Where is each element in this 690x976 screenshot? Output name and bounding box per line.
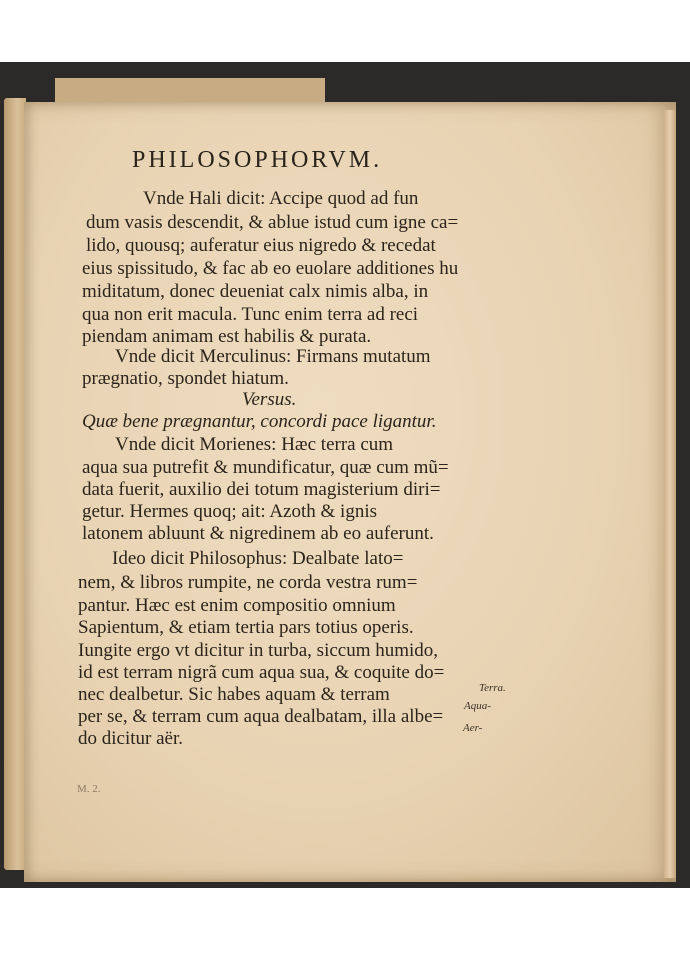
text-line: piendam animam est habilis & purata.	[82, 326, 372, 347]
previous-page-edge	[4, 98, 26, 870]
text-line: Sapientum, & etiam tertia pars totius operis.	[78, 617, 414, 638]
text-line: latonem abluunt & nigredinem ab eo auferunt.	[82, 523, 434, 544]
page-edge	[664, 110, 676, 878]
text-line: Vnde dicit Merculinus: Firmans mutatum	[115, 346, 431, 367]
text-line: aqua sua putrefit & mundificatur, quӕ cum mũ=	[82, 457, 449, 478]
margin-note-terra: Terra.	[479, 682, 506, 694]
page-signature: M. 2.	[77, 783, 101, 795]
text-line: data fuerit, auxilio dei totum magisterium diri=	[82, 479, 441, 500]
verse-line: Quӕ bene prӕgnantur, concordi pace ligantur.	[82, 411, 437, 432]
text-line: id est terram nigrã cum aqua sua, & coquite do=	[78, 662, 445, 683]
text-line: miditatum, donec deueniat calx nimis alba, in	[82, 281, 429, 302]
text-line: Iungite ergo vt dicitur in turba, siccum humido,	[78, 640, 439, 661]
text-line: lido, quousq; auferatur eius nigredo & recedat	[86, 235, 436, 256]
text-line: Vnde dicit Morienes: Hӕc terra cum	[115, 434, 394, 455]
text-line: nec dealbetur. Sic habes aquam & terram	[78, 684, 390, 705]
text-line: Vnde Hali dicit: Accipe quod ad fun	[143, 188, 419, 209]
text-line: eius spissitudo, & fac ab eo euolare additiones hu	[82, 258, 459, 279]
text-line: pantur. Hӕc est enim compositio omnium	[78, 595, 396, 616]
text-line: Ideo dicit Philosophus: Dealbate lato=	[112, 548, 404, 569]
text-line: prӕgnatio, spondet hiatum.	[82, 368, 289, 389]
page-tab	[55, 78, 325, 104]
text-line: getur. Hermes quoq; ait: Azoth & ignis	[82, 501, 377, 522]
text-line: dum vasis descendit, & ablue istud cum igne ca=	[86, 212, 459, 233]
text-line: qua non erit macula. Tunc enim terra ad reci	[82, 304, 419, 325]
margin-note-aer: Aer-	[463, 722, 483, 734]
verse-heading: Versus.	[242, 389, 297, 410]
text-line: per se, & terram cum aqua dealbatam, illa albe=	[78, 706, 444, 727]
text-line: nem, & libros rumpite, ne corda vestra rum=	[78, 572, 418, 593]
margin-note-aqua: Aqua-	[464, 700, 491, 712]
text-line: do dicitur aër.	[78, 728, 183, 749]
page-heading: PHILOSOPHORVM.	[132, 147, 383, 173]
